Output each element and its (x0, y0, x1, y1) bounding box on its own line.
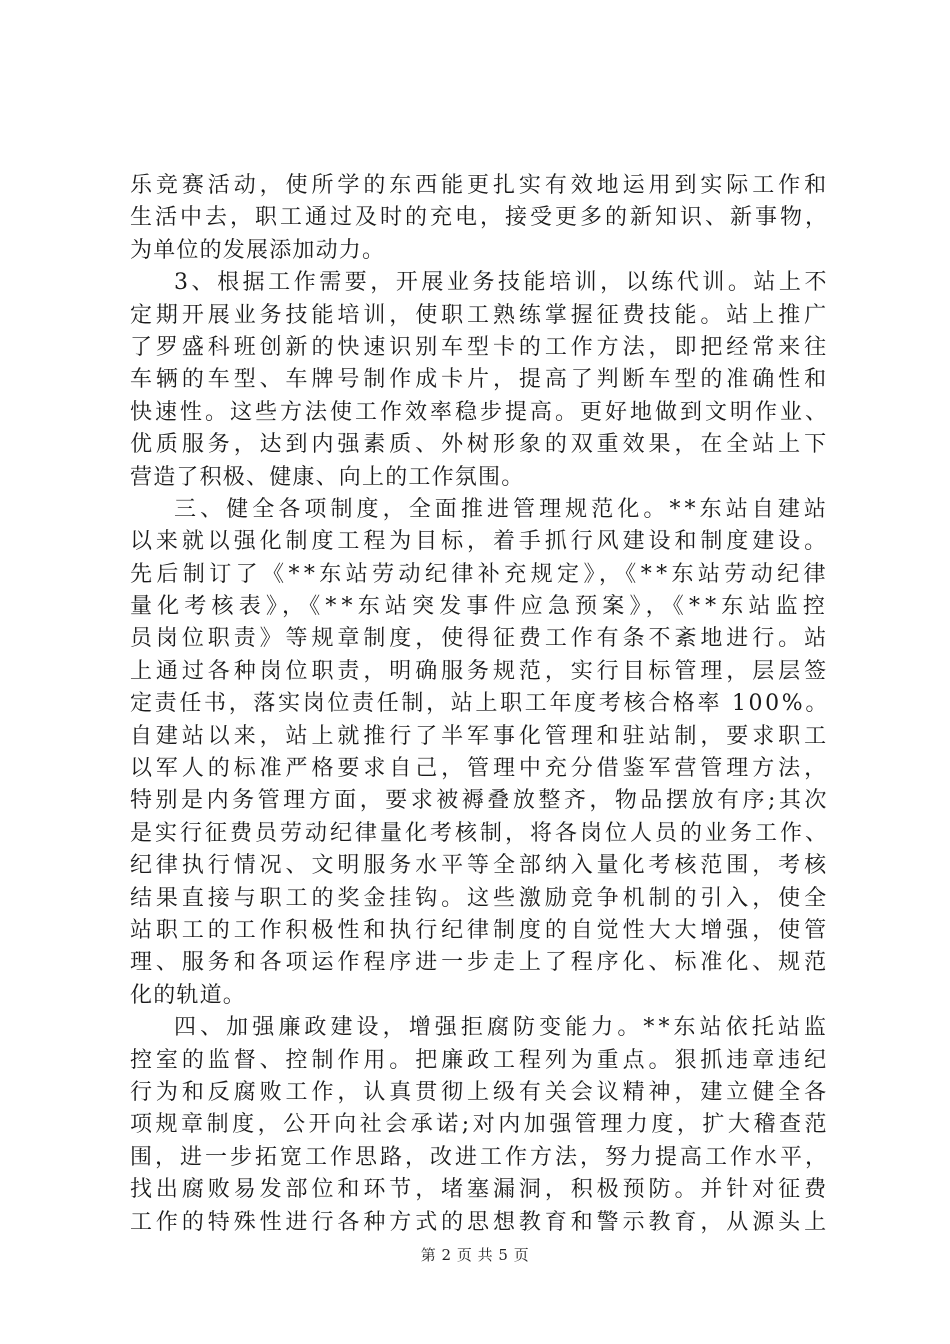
text-line: 行为和反腐败工作，认真贯彻上级有关会议精神，建立健全各 (130, 1079, 830, 1105)
text-line: 围，进一步拓宽工作思路，改进工作方法，努力提高工作水平， (130, 1144, 830, 1170)
text-line: 快速性。这些方法使工作效率稳步提高。更好地做到文明作业、 (130, 399, 830, 425)
text-line: 以来就以强化制度工程为目标，着手抓行风建设和制度建设。 (130, 529, 830, 555)
text-line: 车辆的车型、车牌号制作成卡片，提高了判断车型的准确性和 (130, 367, 830, 393)
text-line: 营造了积极、健康、向上的工作氛围。 (130, 464, 525, 490)
text-line: 自建站以来，站上就推行了半军事化管理和驻站制，要求职工 (130, 723, 830, 749)
text-line: 先后制订了《**东站劳动纪律补充规定》，《**东站劳动纪律 (130, 561, 830, 587)
text-line: 三、健全各项制度，全面推进管理规范化。**东站自建站 (174, 496, 830, 522)
text-line: 为单位的发展添加动力。 (130, 237, 386, 263)
text-line: 化的轨道。 (130, 982, 247, 1008)
document-body (130, 170, 830, 1239)
text-line: 理、服务和各项运作程序进一步走上了程序化、标准化、规范 (130, 950, 830, 976)
text-line: 员岗位职责》等规章制度，使得征费工作有条不紊地进行。站 (130, 626, 830, 652)
text-line: 是实行征费员劳动纪律量化考核制，将各岗位人员的业务工作、 (130, 820, 830, 846)
text-line: 特别是内务管理方面，要求被褥叠放整齐，物品摆放有序;其次 (130, 788, 830, 814)
text-line: 以军人的标准严格要求自己，管理中充分借鉴军营管理方法， (130, 756, 830, 782)
text-line: 结果直接与职工的奖金挂钩。这些激励竞争机制的引入，使全 (130, 885, 830, 911)
text-line: 项规章制度，公开向社会承诺;对内加强管理力度，扩大稽查范 (130, 1112, 830, 1138)
text-line: 纪律执行情况、文明服务水平等全部纳入量化考核范围，考核 (130, 853, 830, 879)
text-line: 乐竞赛活动，使所学的东西能更扎实有效地运用到实际工作和 (130, 173, 830, 198)
text-line: 3、根据工作需要，开展业务技能培训，以练代训。站上不 (174, 270, 830, 296)
text-line: 量化考核表》，《**东站突发事件应急预案》，《**东站监控 (130, 594, 830, 620)
text-line: 上通过各种岗位职责，明确服务规范，实行目标管理，层层签 (130, 658, 830, 684)
text-line: 定责任书，落实岗位责任制，站上职工年度考核合格率 100%。 (130, 691, 830, 717)
text-line: 了罗盛科班创新的快速识别车型卡的工作方法，即把经常来往 (130, 334, 830, 360)
text-line: 四、加强廉政建设，增强拒腐防变能力。**东站依托站监 (174, 1015, 830, 1041)
text-line: 生活中去，职工通过及时的充电，接受更多的新知识、新事物， (130, 205, 830, 231)
page-number-footer: 第 2 页 共 5 页 (420, 1246, 530, 1264)
text-line: 找出腐败易发部位和环节，堵塞漏洞，积极预防。并针对征费 (130, 1177, 830, 1203)
text-line: 定期开展业务技能培训，使职工熟练掌握征费技能。站上推广 (130, 302, 830, 328)
text-line: 站职工的工作积极性和执行纪律制度的自觉性大大增强，使管 (130, 917, 830, 943)
text-line: 控室的监督、控制作用。把廉政工程列为重点。狠抓违章违纪 (130, 1047, 830, 1073)
text-line: 工作的特殊性进行各种方式的思想教育和警示教育，从源头上 (130, 1209, 830, 1235)
text-line: 优质服务，达到内强素质、外树形象的双重效果，在全站上下 (130, 432, 830, 458)
